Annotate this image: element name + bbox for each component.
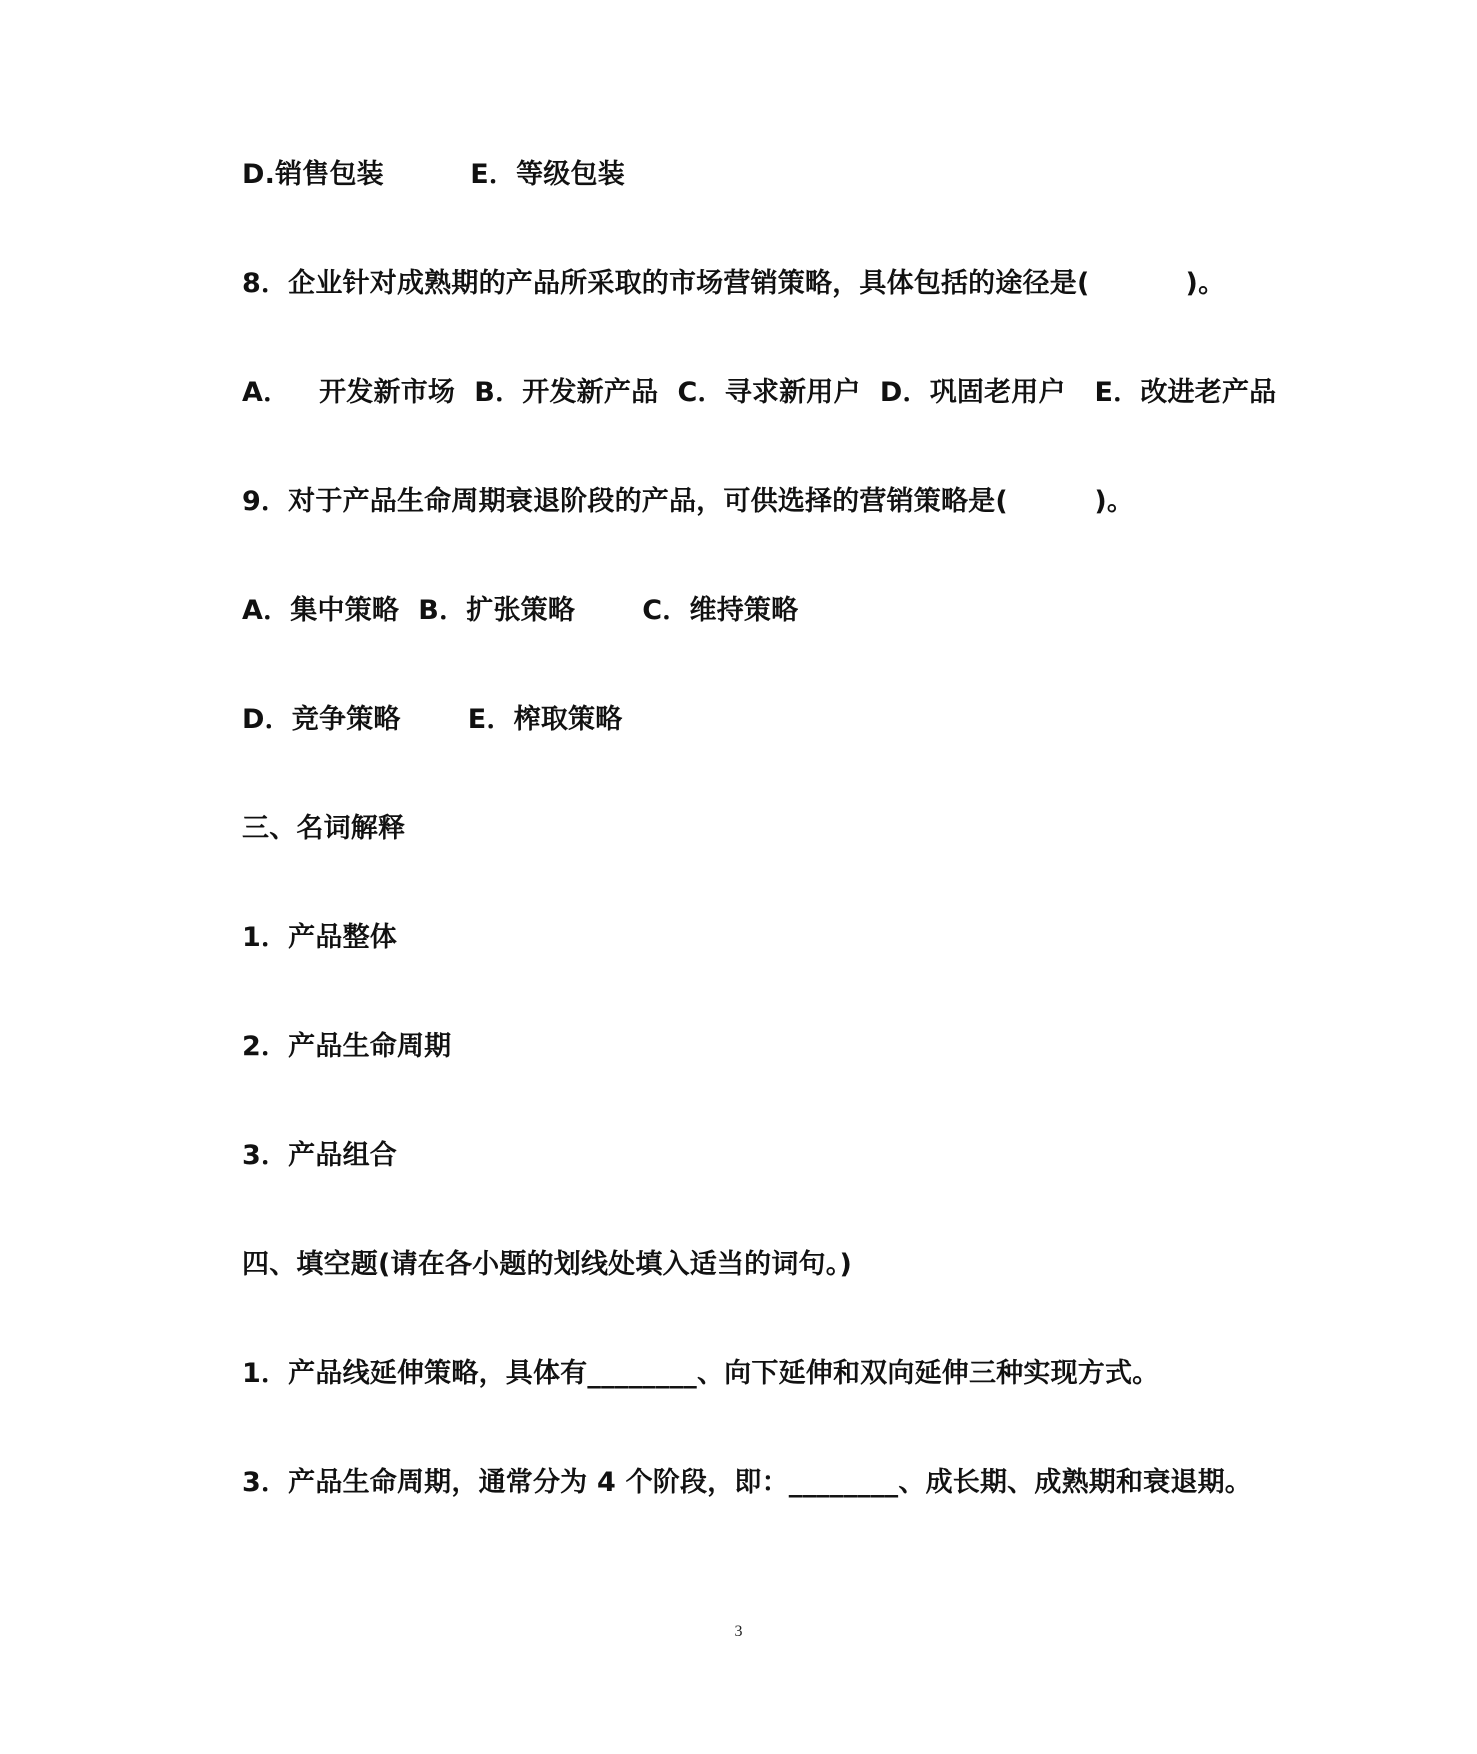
page-number: 3: [734, 1623, 743, 1640]
section-heading-fill-in: 四、填空题(请在各小题的划线处填入适当的词句。): [242, 1249, 852, 1280]
term-3: 3．产品组合: [242, 1140, 397, 1171]
question-8-options: A． 开发新市场 B．开发新产品 C．寻求新用户 D．巩固老用户 E．改进老产品: [242, 377, 1277, 408]
fill-in-question-3: 3．产品生命周期，通常分为 4 个阶段，即：________、成长期、成熟期和衰退期。: [242, 1467, 1252, 1498]
option-line-d-e-packaging: D.销售包装 E．等级包装: [242, 159, 625, 190]
term-1: 1．产品整体: [242, 922, 397, 953]
term-2: 2．产品生命周期: [242, 1031, 452, 1062]
question-9-options-d-e: D．竞争策略 E．榨取策略: [242, 704, 623, 735]
question-9-options-a-c: A．集中策略 B．扩张策略 C．维持策略: [242, 595, 799, 626]
section-heading-terms: 三、名词解释: [242, 813, 406, 844]
question-9: 9．对于产品生命周期衰退阶段的产品，可供选择的营销策略是( )。: [242, 486, 1135, 517]
fill-in-question-1: 1．产品线延伸策略，具体有________、向下延伸和双向延伸三种实现方式。: [242, 1358, 1160, 1389]
question-8: 8．企业针对成熟期的产品所采取的市场营销策略，具体包括的途径是( )。: [242, 268, 1226, 299]
